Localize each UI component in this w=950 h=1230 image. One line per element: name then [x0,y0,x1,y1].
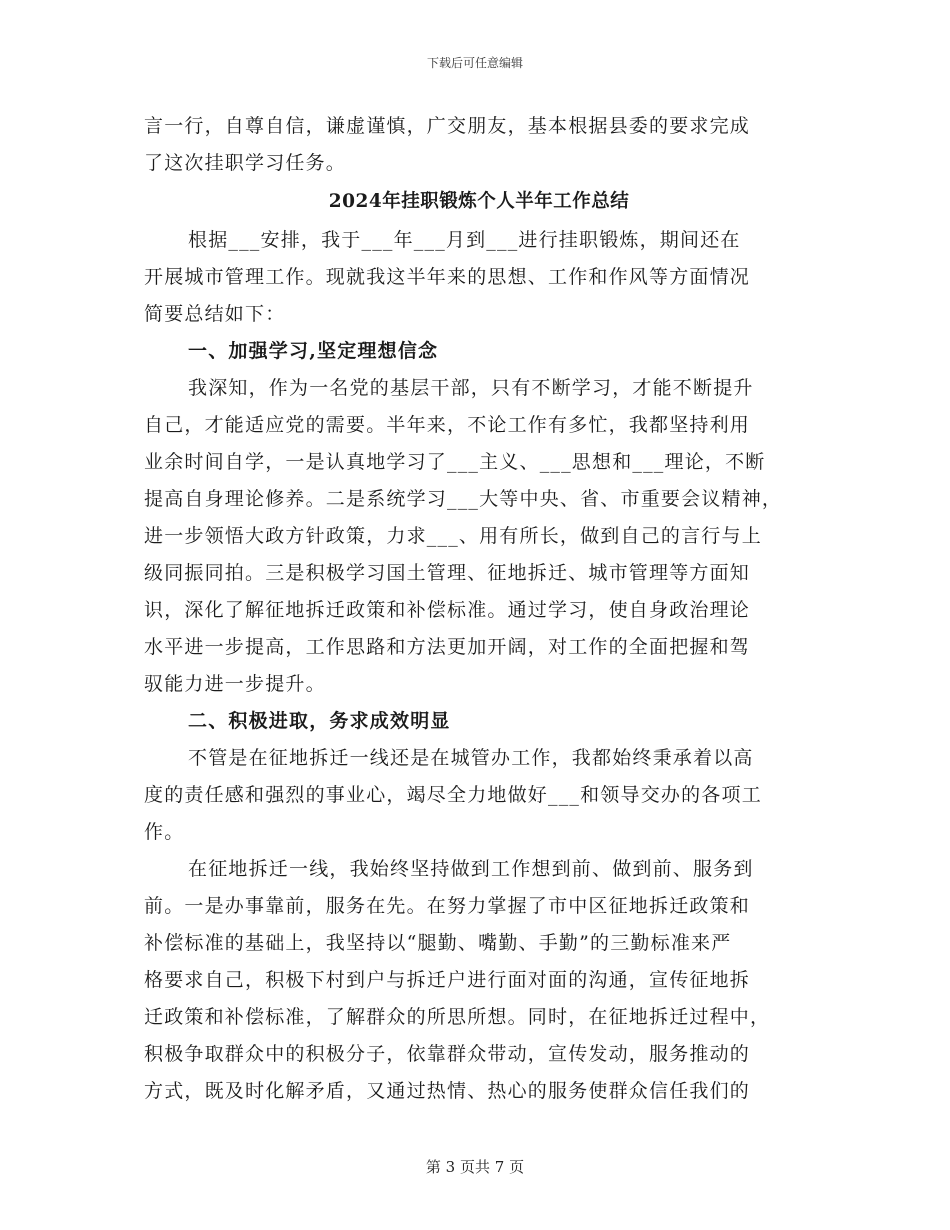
section-heading: 一、加强学习,坚定理想信念 [188,340,439,362]
paragraph-line: 业余时间自学，一是认真地学习了___主义、___思想和___理论，不断 [144,451,766,473]
paragraph-line: 了这次挂职学习任务。 [144,152,347,174]
paragraph-line: 驭能力进一步提升。 [144,673,326,695]
paragraph-line: 前。一是办事靠前，服务在先。在努力掌握了市中区征地拆迁政策和 [144,895,751,917]
paragraph-line: 级同振同拍。三是积极学习国土管理、征地拆迁、城市管理等方面知 [144,562,751,584]
paragraph-line: 简要总结如下： [144,303,286,325]
paragraph-line: 提高自身理论修养。二是系统学习___大等中央、省、市重要会议精神， [144,488,783,510]
page-number: 第 3 页共 7 页 [425,1158,525,1176]
paragraph-line: 度的责任感和强烈的事业心，竭尽全力地做好___和领导交办的各项工 [144,784,762,806]
document-body [144,108,814,1110]
paragraph-line: 迁政策和补偿标准，了解群众的所思所想。同时，在征地拆迁过程中， [144,1006,771,1028]
paragraph-line: 开展城市管理工作。现就我这半年来的思想、工作和作风等方面情况 [144,266,751,288]
paragraph-line: 积极争取群众中的积极分子，依靠群众带动，宣传发动，服务推动的 [144,1043,751,1065]
paragraph-line: 进一步领悟大政方针政策，力求___、用有所长，做到自己的言行与上 [144,525,762,547]
section-heading: 二、积极进取，务求成效明显 [188,710,451,732]
paragraph-line: 格要求自己，积极下村到户与拆迁户进行面对面的沟通，宣传征地拆 [144,969,751,991]
paragraph-line: 水平进一步提高，工作思路和方法更加开阔，对工作的全面把握和驾 [144,636,751,658]
paragraph-line: 自己，才能适应党的需要。半年来，不论工作有多忙，我都坚持利用 [144,414,751,436]
paragraph-line: 言一行，自尊自信，谦虚谨慎，广交朋友，基本根据县委的要求完成 [144,115,751,137]
paragraph-line: 识，深化了解征地拆迁政策和补偿标准。通过学习，使自身政治理论 [144,599,751,621]
document-title: 2024年挂职锻炼个人半年工作总结 [328,191,630,212]
header-note: 下载后可任意编辑 [426,56,523,70]
paragraph-line: 在征地拆迁一线，我始终坚持做到工作想到前、做到前、服务到 [188,858,754,880]
paragraph-line: 不管是在征地拆迁一线还是在城管办工作，我都始终秉承着以高 [188,747,754,769]
paragraph-line: 根据___安排，我于___年___月到___进行挂职锻炼，期间还在 [188,229,741,251]
paragraph-line: 我深知，作为一名党的基层干部，只有不断学习，才能不断提升 [188,377,754,399]
paragraph-line: 方式，既及时化解矛盾，又通过热情、热心的服务使群众信任我们的 [144,1080,751,1102]
paragraph-line: 补偿标准的基础上，我坚持以“腿勤、嘴勤、手勤”的三勤标准来严 [144,932,732,954]
paragraph-line: 作。 [144,821,185,843]
